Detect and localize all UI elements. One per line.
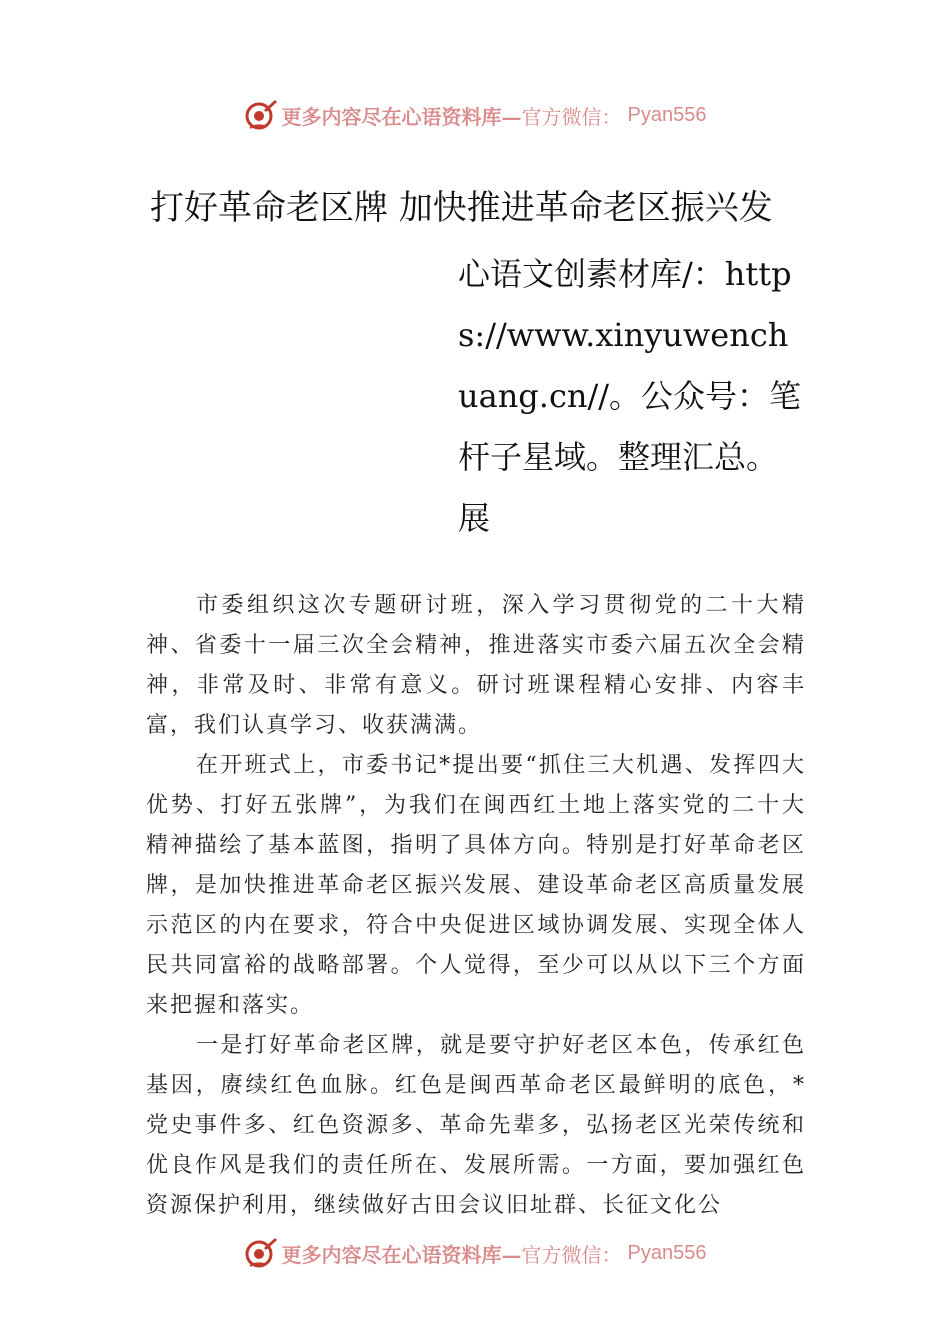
watermark-text: 更多内容尽在心语资料库—: [281, 1242, 522, 1267]
pen-logo-icon: [244, 1236, 278, 1270]
document-subtitle: 心语文创素材库/：https://www.xinyuwenchuang.cn//。公众号：笔杆子星域。整理汇总。展: [458, 255, 802, 537]
document-title: 打好革命老区牌 加快推进革命老区振兴发: [150, 188, 773, 228]
document-body: [146, 586, 806, 1226]
watermark-wechat-id: Pyan556: [627, 103, 707, 126]
paragraph-2: 在开班式上，市委书记*提出要“抓住三大机遇、发挥四大优势、打好五张牌”，为我们在闽西红土地上落实党的二十大精神描绘了基本蓝图，指明了具体方向。特别是打好革命老区牌，是加快推进革命老区振兴发展、建设革命老区高质量发展示范区的内在要求，符合中央促进区域协调发展、实现全体人民共同富裕的战略部署。个人觉得，至少可以从以下三个方面来把握和落实。: [146, 753, 806, 1018]
header-watermark-banner: [0, 95, 950, 135]
pen-logo-icon: [244, 98, 278, 132]
watermark-wechat-label: 官方微信：: [521, 104, 622, 129]
watermark-wechat-label: 官方微信：: [521, 1242, 622, 1267]
watermark-wechat-id: Pyan556: [627, 1241, 707, 1264]
paragraph-1: 市委组织这次专题研讨班，深入学习贯彻党的二十大精神、省委十一届三次全会精神，推进落实市委六届五次全会精神，非常及时、非常有意义。研讨班课程精心安排、内容丰富，我们认真学习、收获满满。: [146, 593, 806, 738]
watermark-text: 更多内容尽在心语资料库—: [281, 104, 522, 129]
footer-watermark-banner: [0, 1233, 950, 1273]
paragraph-3: 一是打好革命老区牌，就是要守护好老区本色，传承红色基因，赓续红色血脉。红色是闽西革命老区最鲜明的底色，*党史事件多、红色资源多、革命先辈多，弘扬老区光荣传统和优良作风是我们的责任所在、发展所需。一方面，要加强红色资源保护利用，继续做好古田会议旧址群、长征文化公: [146, 1033, 806, 1218]
